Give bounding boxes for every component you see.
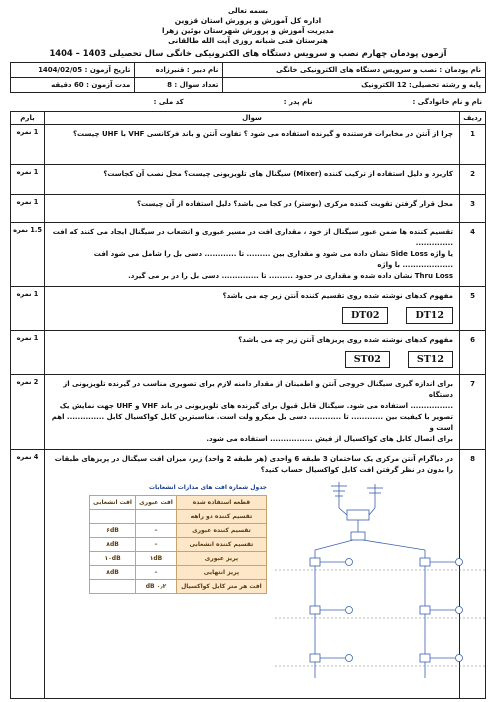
header-line-3: هنرستان فنی شبانه روزی آیت الله طالقانی [168,36,328,45]
grade-field: پایه و رشته تحصیلی: 12 الکترونیک [223,78,486,93]
loss-table-header: افت عبوری [136,496,177,510]
score-header: بارم [11,112,45,125]
header-line-1: اداره کل آموزش و پرورش استان قزوین [174,16,322,25]
student-info-row [10,93,486,111]
question-row [11,195,486,223]
student-name-label: نام و نام خانوادگی : [412,98,482,106]
code-tags [161,351,453,368]
exam-header [10,6,486,46]
tap-icon [420,606,430,614]
code-tag: DT02 [342,307,389,324]
outlet-icon [346,607,353,614]
outlet-icon [346,655,353,662]
question-text: کاربرد و دلیل استفاده از ترکیب کننده (Mixer) سیگنال های تلویزیونی چیست؟ محل نصب آن کجاست؟ [45,165,460,195]
question-line: تقسیم کننده ها ضمن عبور سیگنال از خود ، مقداری افت در مسیر عبوری و انشعاب در سیگنال ایجاد می کنند که افت .............. [52,228,453,247]
code-tag: ST02 [345,351,390,368]
exam-title: آزمون پودمان چهارم نصب و سرویس دستگاه های الکترونیکی خانگی سال تحصیلی 1403 – 1404 [49,48,447,58]
question-score: 1 نمره [11,165,45,195]
question-count: تعداد سوال : 8 [135,78,223,93]
splitter-icon [351,532,365,540]
loss-table-cell: ۰٫۲ dB [136,580,177,594]
question-line: مفهوم کدهای نوشته شده روی پریزهای آنتن زیر چه می باشد؟ [238,336,453,344]
loss-table-cell: ۱۰dB [90,552,136,566]
question-score: 1 نمره [11,287,45,331]
code-tags [161,307,453,324]
question-number: 8 [460,450,486,699]
question-row [11,125,486,165]
question-row [11,223,486,287]
question-number: 1 [460,125,486,165]
loss-table [89,495,267,594]
question-number: 2 [460,165,486,195]
question-text [45,287,460,331]
antenna-distribution-diagram [275,478,487,688]
loss-table-cell: پریز عبوری [176,552,266,566]
question-line: در دیاگرام آنتن مرکزی یک ساختمان 3 طبقه 6 واحدی (هر طبقه 2 واحد) زیر، میزان افت سیگنال در پریزهای طبقات را بدون در نظر گرفتن افت کابل کواکسیال حساب کنید؟ [54,455,453,474]
father-name-label: نام پدر : [283,98,313,106]
question-score: 2 نمره [11,375,45,450]
question-text [45,375,460,450]
tap-icon [310,654,320,662]
outlet-icon [456,655,463,662]
code-tag: ST12 [408,351,453,368]
question-text: محل قرار گرفتن تقویت کننده مرکزی (بوستر) در کجا می باشد؟ دلیل استفاده از آن چیست؟ [45,195,460,223]
loss-table-cell [90,580,136,594]
loss-table-cell: ۸dB [90,566,136,580]
question-line: Thru Loss نشان داده شده و مقداری در حدود ......... تا .............. دسی بل را در بر می گیرد. [128,272,453,280]
question-score: 1 نمره [11,331,45,375]
loss-table-cell: – [136,566,177,580]
exam-duration: مدت آزمون : 60 دقیقه [11,78,135,93]
question-row [11,450,486,699]
loss-table-cell: تقسیم کننده دو راهه [176,510,266,524]
question-score: 4 نمره [11,450,45,699]
tap-icon [310,606,320,614]
loss-table-cell [90,510,136,524]
question-text [45,223,460,287]
question-row [11,165,486,195]
question-score: 1 نمره [11,195,45,223]
row-header: ردیف [460,112,486,125]
antenna-icon [331,482,383,508]
questions-table [10,111,486,699]
loss-table-cell: ۱dB [136,552,177,566]
loss-table-header: قطعه استفاده شده [176,496,266,510]
exam-date: تاریخ آزمون : 1404/02/05 [11,63,135,78]
tap-icon [310,558,320,566]
header-line-2: مدیریت آموزش و پرورش شهرستان بوئین زهرا [162,26,334,35]
loss-table-box [89,482,267,594]
loss-table-caption: جدول شماره افت های مدارات انشعابات [149,484,267,491]
question-line: مفهوم کدهای نوشته شده روی تقسیم کننده آنتن زیر چه می باشد؟ [222,292,453,300]
question-row [11,331,486,375]
question-score: 1.5 نمره [11,223,45,287]
loss-table-cell: پریز انتهایی [176,566,266,580]
question-score: 1 نمره [11,125,45,165]
exam-info-table [10,62,486,93]
loss-table-cell: – [136,538,177,552]
loss-table-cell: افت هر متر کابل کواکسیال [176,580,266,594]
loss-table-cell [136,510,177,524]
question-8-body [51,454,453,694]
loss-table-cell: ۶dB [90,524,136,538]
question-number: 6 [460,331,486,375]
question-text: چرا از آنتن در مخابرات فرستنده و گیرنده استفاده می شود ؟ تفاوت آنتن و باند فرکانسی VHF با UHF چیست؟ [45,125,460,165]
bismillah: بسمه تعالی [227,7,269,15]
loss-table-cell: – [136,524,177,538]
loss-table-cell: تقسیم کننده عبوری [176,524,266,538]
loss-table-cell: تقسیم کننده انشعابی [176,538,266,552]
question-row [11,287,486,331]
national-code-label: کد ملی : [153,98,184,106]
question-line: برای اتصال کابل های کواکسیال از فیش ................ استفاده می شود. [206,435,453,443]
question-number: 4 [460,223,486,287]
question-number: 7 [460,375,486,450]
question-number: 5 [460,287,486,331]
code-tag: DT12 [406,307,453,324]
question-row [11,375,486,450]
tap-icon [420,654,430,662]
question-line: تصویر با کیفیت بین ............ تا ............ دسی بل میکرو ولت است. مناسبترین کابل کواکسیال کابل .............. اهم است و [51,413,453,432]
outlet-icon [346,559,353,566]
question-header: سوال [45,112,460,125]
question-number: 3 [460,195,486,223]
outlet-icon [456,607,463,614]
outlet-icon [456,559,463,566]
question-text [45,450,460,699]
module-name: نام پودمان : نصب و سرویس دستگاه های الکترونیکی خانگی [223,63,486,78]
question-line: برای اندازه گیری سیگنال خروجی آنتن و اطمینان از مقدار دامنه لازم برای تصویری مناسب در گیرنده تلویزیونی از دستگاه [63,380,453,399]
loss-table-cell: ۸dB [90,538,136,552]
question-text [45,331,460,375]
question-line: یا واژه Side Loss نشان داده می شود و مقداری بین ......... تا ............ دسی بل را شامل می شود افت ................... با واژه [93,250,453,269]
loss-table-header: افت انشعابی [90,496,136,510]
question-line: ................ استفاده می شود. سیگنال قابل قبول برای گیرنده های تلویزیونی در باند VHF و UHF جهت نمایش یک [59,402,453,410]
teacher-name: نام دبیر : قنبرزاده [135,63,223,78]
tap-icon [420,558,430,566]
booster-icon [347,510,369,520]
